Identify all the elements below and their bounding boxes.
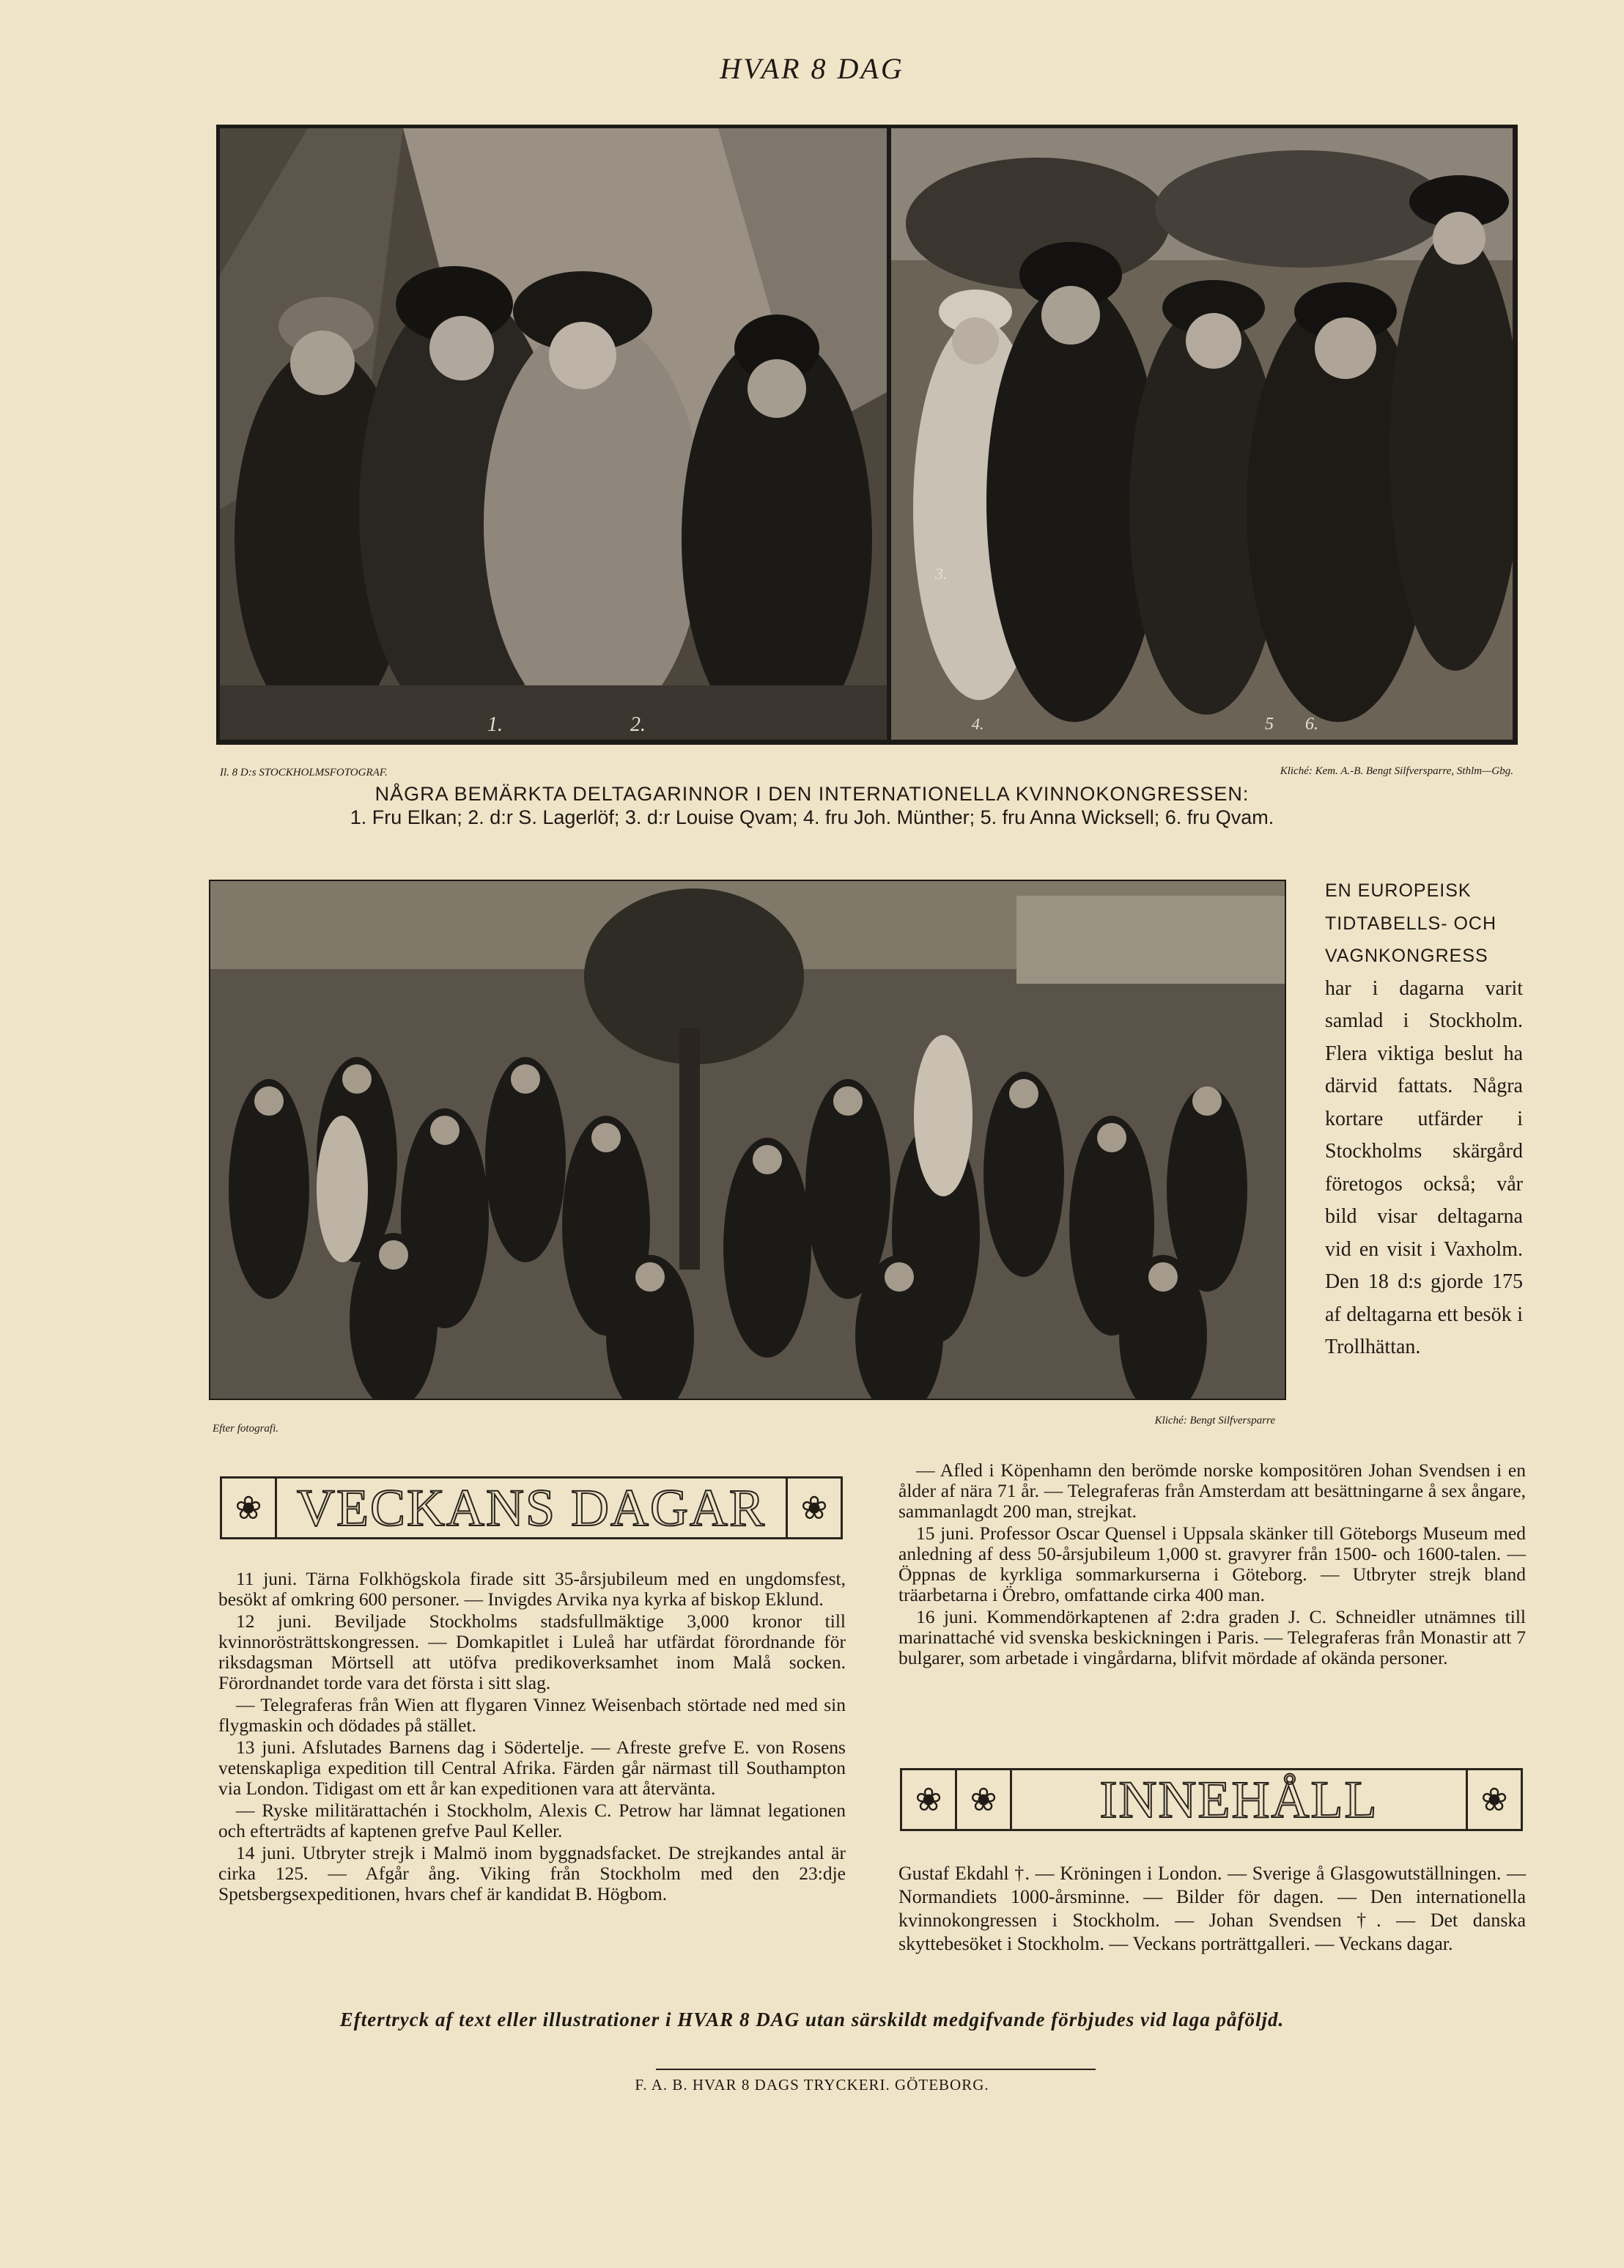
side-article-kicker-1: EN EUROPEISK (1325, 880, 1472, 901)
page-header-title: HVAR 8 DAG (720, 52, 904, 85)
side-article-kicker-2: TIDTABELLS- OCH (1325, 913, 1497, 934)
photo-number-5: 5 (1265, 715, 1274, 734)
middle-photo-credit-right: Kliché: Bengt Silfversparre (1154, 1415, 1275, 1426)
photo-number-6: 6. (1305, 715, 1318, 734)
ornament-icon: ❀ (902, 1770, 957, 1829)
ornament-icon: ❀ (786, 1479, 841, 1537)
news-paragraph: 12 juni. Beviljade Stockholms stadsfullmäktige 3,000 kronor till kvinnorösträttskongressen. — Domkapitlet i Luleå har utfärdat förordnande för riksdagsman Mörtsell att utöfva predikoverksamhet inom Malå socken. Förordnandet torde vara det första i sitt slag. (218, 1610, 846, 1693)
side-article (1325, 875, 1523, 1364)
news-paragraph: 15 juni. Professor Oscar Quensel i Uppsala skänker till Göteborgs Museum med anledning af dess 50-årsjubileum 1,000 st. gravyrer från 1500- och 1600-talen. — Öppnas de kyrkliga sommarkurserna i Göteborg. — Utbryter strejk bland träarbetarna i Örebro, omfattande cirka 400 man. (898, 1523, 1526, 1605)
footer-divider (656, 2069, 1096, 2070)
photo-number-2: 2. (630, 713, 646, 736)
middle-photo-credit-left: Efter fotografi. (213, 1423, 278, 1435)
news-paragraph: 13 juni. Afslutades Barnens dag i Södertelje. — Afreste grefve E. von Rosens vetenskapliga expedition till Central Afrika. Färden går närmast till Southampton via London. Tidigast om ett år kan expeditionen vara att återvänta. (218, 1737, 846, 1799)
photo-number-3: 3. (935, 564, 948, 583)
contents-paragraph: Gustaf Ekdahl †. — Kröningen i London. — Sverige å Glasgowutställningen. — Normandiets 1000-årsminne. — Bilder för dagen. — Den internationella kvinnokongressen i Stockholm. — Johan Svendsen †. — Det danska skyttebesöket i Stockholm. — Veckans porträttgalleri. — Veckans dagar. (898, 1863, 1526, 1954)
news-paragraph: 14 juni. Utbryter strejk i Malmö inom byggnadsfacket. De strejkandes antal är cirka 125. — Afgår ång. Viking från Stockholm med den 23:dje Spetsbergsexpeditionen, hvars chef är kandidat B. Högbom. (218, 1842, 846, 1904)
copyright-notice: Eftertryck af text eller illustrationer i HVAR 8 DAG utan särskildt medgifvande förbjudes vid laga påföljd. (339, 2009, 1285, 2030)
ornament-icon: ❀ (957, 1770, 1012, 1829)
innehall-banner (900, 1768, 1523, 1831)
news-paragraph: 11 juni. Tärna Folkhögskola firade sitt 35-årsjubileum med en ungdomsfest, besökt af omkring 600 personer. — Invigdes Arvika nya kyrka af biskop Eklund. (218, 1568, 846, 1610)
news-paragraph: — Afled i Köpenhamn den berömde norske kompositören Johan Svendsen i en ålder af nära 71 år. — Telegraferas från Amsterdam att besättningarne å sex ångare, sammanlagdt 200 man, strejkat. (898, 1459, 1526, 1522)
photo-vaxholm-congress (209, 880, 1286, 1400)
innehall-text (898, 1862, 1526, 1957)
veckans-dagar-left-column (218, 1569, 846, 1906)
ornament-icon: ❀ (1466, 1770, 1521, 1829)
top-photo-credit-left: Il. 8 D:s STOCKHOLMSFOTOGRAF. (220, 767, 388, 778)
top-photo-credit-right: Kliché: Kem. A.-B. Bengt Silfversparre, Sthlm—Gbg. (1280, 765, 1513, 777)
photo-number-1: 1. (487, 713, 503, 736)
printer-imprint: F. A. B. HVAR 8 DAGS TRYCKERI. GÖTEBORG. (635, 2076, 989, 2094)
innehall-title: INNEHÅLL (1099, 1770, 1378, 1829)
photo-caption-list: 1. Fru Elkan; 2. d:r S. Lagerlöf; 3. d:r Louise Qvam; 4. fru Joh. Münther; 5. fru Anna Wicksell; 6. fru Qvam. (350, 806, 1274, 828)
veckans-dagar-title: VECKANS DAGAR (296, 1478, 767, 1537)
veckans-dagar-banner (220, 1476, 843, 1539)
news-paragraph: 16 juni. Kommendörkaptenen af 2:dra graden J. C. Schneidler utnämnes till marinattaché vid svenska beskickningen i Paris. — Telegraferas från Monastir att 7 bulgarer, som arbetade i vingårdarna, blifvit mördade af okända personer. (898, 1606, 1526, 1668)
side-article-body: har i dagarna varit samlad i Stockholm. Flera viktiga beslut ha därvid fattats. Några kortare utfärder i Stockholms skärgård företogos också; vår bild visar deltagarna vid en visit i Vaxholm. Den 18 d:s gjorde 175 af deltagarna ett besök i Trollhättan. (1325, 976, 1523, 1358)
top-photo-frame (216, 125, 1518, 745)
news-paragraph: — Ryske militärattachén i Stockholm, Alexis C. Petrow har lämnat legationen och efterträdts af kaptenen grefve Paul Keller. (218, 1800, 846, 1841)
photo-number-4: 4. (972, 715, 984, 733)
news-paragraph: — Telegraferas från Wien att flygaren Vinnez Weisenbach störtade ned med sin flygmaskin och dödades på stället. (218, 1694, 846, 1736)
photo-right-kvinnokongressen (890, 127, 1514, 741)
veckans-dagar-right-column (898, 1460, 1526, 1670)
photo-left-kvinnokongressen (218, 127, 888, 741)
side-article-kicker-3: VAGNKONGRESS (1325, 946, 1488, 966)
photo-caption-title: NÅGRA BEMÄRKTA DELTAGARINNOR I DEN INTERNATIONELLA KVINNOKONGRESSEN: (374, 783, 1250, 805)
ornament-icon: ❀ (222, 1479, 277, 1537)
